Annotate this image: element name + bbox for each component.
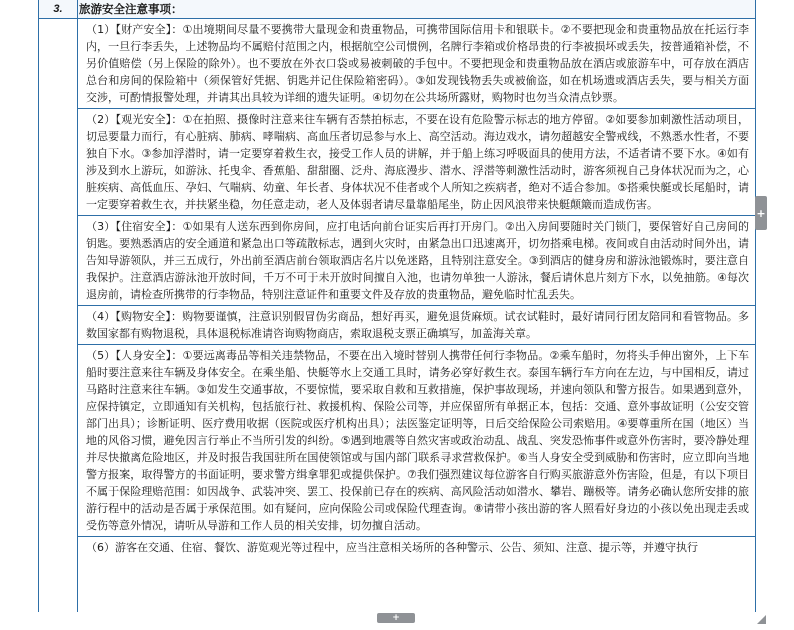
section-header-row — [39, 0, 755, 19]
left-margin — [0, 0, 38, 630]
note-personal-safety: （5）【人身安全】：①要远离毒品等相关违禁物品，不要在出入境时替别人携带任何行李物品。②乘车船时，勿将头手伸出窗外，上下车船时要注意来往车辆及身体安全。在乘坐船、快艇等水上交通工具时，请务必穿好救生衣。泰国车辆行车方向在左边，与中国相反，请过马路时注意来往车辆。③如发生交通事故，不要惊慌，要采取自救和互救措施，保护事故现场，并速向领队和警方报告。如果遇到意外，应保持镇定，立即通知有关机构，包括旅行社、救援机构、保险公司等，并应保留所有单据正本，包括：交通、意外事故证明（公安交管部门出具）；诊断证明、医疗费用收据（医院或医疗机构出具）；法医鉴定证明等，日后交给保险公司索赔用。④要尊重所在国（地区）当地的风俗习惯，避免因言行举止不当所引发的纠纷。⑤遇到地震等自然灾害或政治动乱、战乱、突发恐怖事件或意外伤害时，要冷静处理并尽快撤离危险地区，并及时报告我国驻所在国使领馆或与国内部门联系寻求营救保护。⑥当人身安全受到威胁和伤害时，应立即向当地警方报案，取得警方的书面证明，要求警方缉拿罪犯或提供保护。⑦我们强烈建议每位游客自行购买旅游意外伤害险，但是，有以下项目不属于保险理赔范围：如因战争、武装冲突、罢工、投保前已存在的疾病、高风险活动如潜水、攀岩、蹦极等。请务必确认您所安排的旅游行程中的活动是否属于承保范围。如有疑问，应向保险公司或保险代理查询。⑧请带小孩出游的客人照看好身边的小孩以免出现走丢或受伤等意外情况，请听从导游和工作人员的相关安排，切勿擅自活动。 — [78, 345, 755, 537]
note-property-safety: （1）【财产安全】：①出境期间尽量不要携带大量现金和贵重物品，可携带国际信用卡和银联卡。②不要把现金和贵重物品放在托运行李内，一旦行李丢失，上述物品均不属赔付范围之内，根据航空公司惯例，名牌行李箱或价格昂贵的行李被损坏或丢失，按普通箱补偿，不另价值赔偿（另上保险的除外）。也不要放在外衣口袋或易被刺破的手包中。不要把现金和贵重物品放在酒店或旅游车中，可存放在酒店总台和房间的保险箱中（须保管好凭据、钥匙并记住保险箱密码）。③如发现钱物丢失或被偷盗，如在机场遗或酒店丢失，要与相关方面交涉，可酌情报警处理，并请其出具较为详细的遗失证明。④切勿在公共场所露财，购物时也勿当众清点钞票。 — [78, 19, 755, 109]
resize-grip-icon[interactable] — [755, 613, 767, 625]
plus-icon: + — [756, 206, 766, 220]
plus-icon: + — [392, 613, 400, 623]
expand-bottom-button[interactable] — [377, 613, 415, 623]
expand-right-button[interactable] — [755, 196, 767, 230]
section-title: 旅游安全注意事项： — [79, 2, 183, 16]
note-sightseeing-safety: （2）【观光安全】：①在拍照、摄像时注意来往车辆有否禁拍标志，不要在设有危险警示标志的地方停留。②如要参加刺激性活动项目，切忌要量力而行，有心脏病、肺病、哮喘病、高血压者切忌参与水上、高空活动。海边戏水，请勿超越安全警戒线，不熟悉水性者，不要独自下水。③参加浮潜时，请一定要穿着救生衣，接受工作人员的讲解，并于船上练习呼吸面具的使用方法，不适者请不要下水。④如有涉及到水上游玩，如游泳、托曳伞、香蕉船、甜甜圈、泛舟、海底漫步、潜水、浮潜等刺激性活动时，游客须视自己身体状况而为之，心脏疾病、高低血压、孕妇、气喘病、幼童、年长者、身体状况不佳者或个人所知之疾病者，绝对不适合参加。⑤搭乘快艇或长尾船时，请一定要穿着救生衣，并扶紧坐稳，勿任意走动，老人及体弱者请尽量靠船尾坐，防止因风浪带来快艇颠簸而造成伤害。 — [78, 109, 755, 216]
note-general-compliance: （6）游客在交通、住宿、餐饮、游览观光等过程中，应当注意相关场所的各种警示、公告、须知、注意、提示等，并遵守执行 — [86, 541, 698, 554]
safety-notes-table — [38, 0, 756, 612]
notes-list — [78, 19, 755, 558]
note-lodging-safety: （3）【住宿安全】：①如果有人送东西到你房间，应打电话向前台证实后再打开房门。②出入房间要随时关门锁门，要保管好自己房间的钥匙。要熟悉酒店的安全通道和紧急出口等疏散标志，遇到火灾时，由紧急出口迅速离开，切勿搭乘电梯。夜间或自由活动时间外出，请告知导游领队，并三五成行，外出前至酒店前台领取酒店名片以免迷路，且特别注意安全。③到酒店的健身房和游泳池锻炼时，要注意自我保护。注意酒店游泳池开放时间，千万不可于未开放时间擅自入池，也请勿单独一人游泳，餐后请休息片刻方下水，以免抽筋。④每次退房前，请检查所携带的行李物品，特别注意证件和重要文件及存放的贵重物品，避免临时忙乱丢失。 — [78, 216, 755, 306]
note-shopping-safety: （4）【购物安全】：购物要谨慎，注意识别假冒伪劣商品，想好再买，避免退货麻烦。试衣试鞋时，最好请同行团友陪同和看管物品。多数国家都有购物退税，具体退税标准请咨询购物商店，索取退税支票正确填写，加盖海关章。 — [78, 306, 755, 345]
section-number: 3. — [53, 3, 63, 15]
